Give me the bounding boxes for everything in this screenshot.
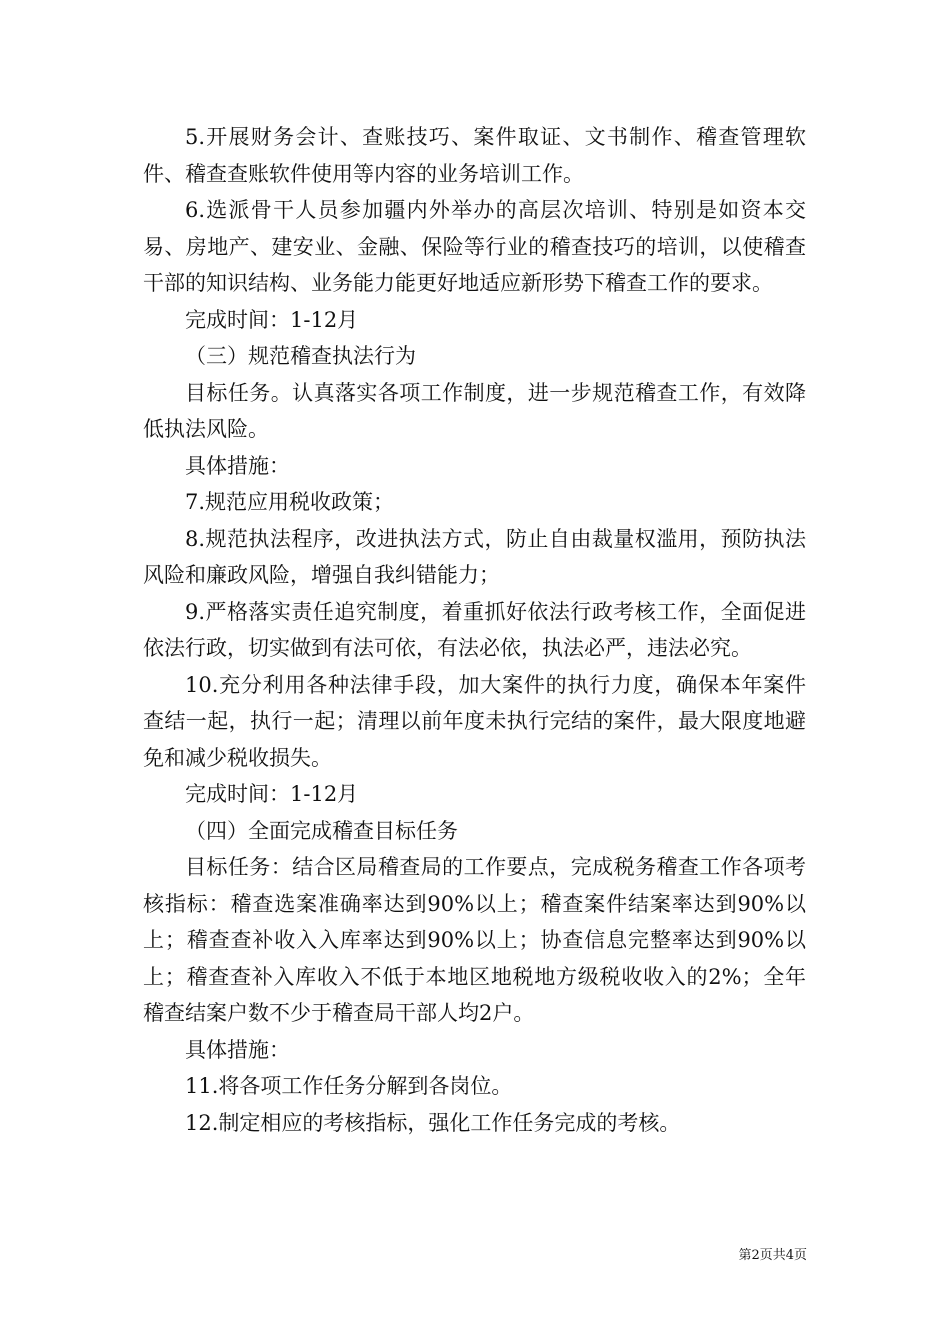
paragraph-item-11: 11.将各项工作任务分解到各岗位。 (185, 1074, 513, 1098)
paragraph-target-task: 目标任务：结合区局稽查局的工作要点，完成税务稽查工作各项考核指标：稽查选案准确率达到90%以上；稽查案件结案率达到90%以上；稽查查补收入入库率达到90%以上；协查信息完整率达到90%以上；稽查查补入库收入不低于本地区地税地方级税收收入的2%；全年稽查结案户数不少于稽查局干部人均2户。 (143, 855, 806, 1025)
page-number: 第2页共4页 (738, 1248, 807, 1263)
paragraph-completion-time: 完成时间：1-12月 (185, 782, 359, 806)
paragraph-measures-label: 具体措施： (185, 1037, 290, 1062)
section-heading-4: （四）全面完成稽查目标任务 (185, 818, 458, 843)
paragraph-measures-label: 具体措施： (185, 453, 290, 478)
paragraph-completion-time: 完成时间：1-12月 (185, 307, 359, 332)
paragraph-item-10: 10.充分利用各种法律手段，加大案件的执行力度，确保本年案件查结一起，执行一起；清理以前年度未执行完结的案件，最大限度地避免和减少税收损失。 (143, 672, 806, 770)
document-body (143, 119, 806, 1141)
paragraph-training-topics: 5.开展财务会计、查账技巧、案件取证、文书制作、稽查管理软件、稽查查账软件使用等内容的业务培训工作。 (143, 125, 806, 186)
paragraph-item-9: 9.严格落实责任追究制度，着重抓好依法行政考核工作，全面促进依法行政，切实做到有法可依，有法必依，执法必严，违法必究。 (143, 599, 806, 660)
section-heading-3: （三）规范稽查执法行为 (185, 344, 416, 368)
paragraph-item-8: 8.规范执法程序，改进执法方式，防止自由裁量权滥用，预防执法风险和廉政风险，增强自我纠错能力； (143, 526, 806, 587)
paragraph-item-7: 7.规范应用税收政策； (185, 490, 395, 514)
paragraph-target-task: 目标任务。认真落实各项工作制度，进一步规范稽查工作，有效降低执法风险。 (143, 380, 806, 441)
paragraph-advanced-training: 6.选派骨干人员参加疆内外举办的高层次培训、特别是如资本交易、房地产、建安业、金融、保险等行业的稽查技巧的培训，以使稽查干部的知识结构、业务能力能更好地适应新形势下稽查工作的要求。 (143, 198, 806, 295)
paragraph-item-12: 12.制定相应的考核指标，强化工作任务完成的考核。 (185, 1110, 681, 1135)
